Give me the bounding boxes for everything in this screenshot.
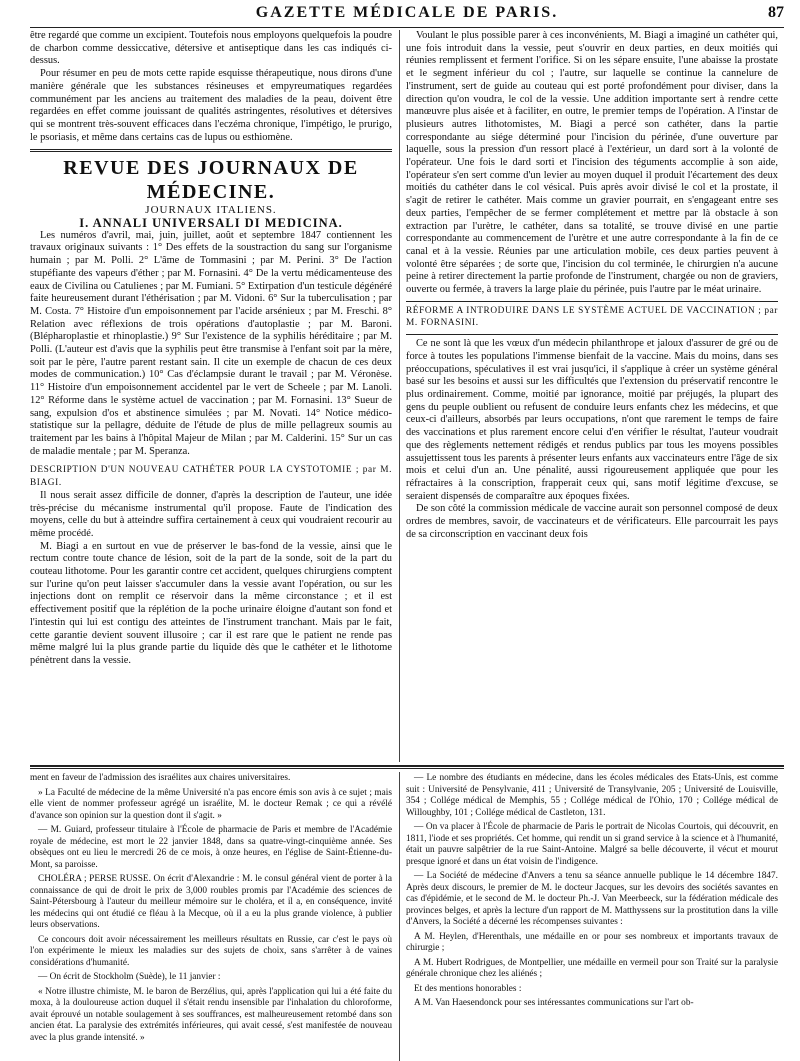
- page-number: 87: [768, 4, 784, 21]
- news-item: — Le nombre des étudiants en médecine, dans les écoles médicales des États-Unis, est comme suit : Université de Pensylvanie, 411 ; Université de Transylvanie, 205 ; Université de Louisville, 354 ; Collége médical de Memphis, 55 ; Collége médical de l'Ohio, 170 ; Collége médical de Willoughby, 101 ; Collége médical de Castleton, 131.: [406, 773, 778, 818]
- running-title: GAZETTE MÉDICALE DE PARIS.: [255, 4, 559, 21]
- news-item: — M. Guiard, professeur titulaire à l'École de pharmacie de Paris et membre de l'Académie royale de médecine, est mort le 22 janvier 1848, dans sa quatre-vingt-cinquième année. Ses obsèques ont eu lieu le mercredi 26 de ce mois, à onze heures, en l'église de Saint-Étienne-du-Mont, sa paroisse.: [30, 825, 392, 870]
- news-item: Et des mentions honorables :: [414, 983, 522, 994]
- header-rule: [30, 27, 784, 28]
- paragraph: Pour résumer en peu de mots cette rapide esquisse thérapeutique, nous dirons d'une manière générale que les substances résineuses et empyreumatiques regardées communément par les anciens au traitement des maladies de la peau, doivent être regardées en effet comme jouissant de qualités astringentes, résolutives et détersives qui se montrent très-souvent efficaces dans l'eczéma chronique, l'impétigo, le prurigo, le psoriasis, et même dans certains cas de lupus ou esthiomène.: [30, 68, 392, 143]
- news-item: « Notre illustre chimiste, M. le baron de Berzélius, qui, après l'application qui lui a été faite du moxa, à la douloureuse action duquel il s'était rendu insensible par l'inhalation du chloroforme, avait éprouvé un notable soulagement à ses souffrances, est malheureusement retombé dans son ancien état. La paralysie des extrémités inférieures, qui avait cessé, s'est manifestée de nouveau avec la plus grande intensité. »: [30, 986, 392, 1043]
- paragraph: Ce ne sont là que les vœux d'un médecin philanthrope et jaloux d'assurer de gré ou de force à toutes les populations l'immense bienfait de la vaccine. Mais du moins, dans ses préoccupations, spéculatives il est vrai jusqu'ici, il s'applique à créer un système général basé sur les besoins et aussi sur les difficultés que l'extension du préservatif rencontre le plus ordinairement. Comme, moitié par ignorance, moitié par préjugés, la plupart des gens du peuple oublient ou refusent de conduire leurs enfants chez les médecins, et que ceux-ci d'ailleurs, absorbés par leurs occupations, n'ont que rarement le temps de faire des vaccinations et plus rarement encore celui d'en vérifier le résultat, l'auteur voudrait que des règlements nettement rédigés et rendus publics par tous les moyens possibles assujettissent tous les parents à présenter leurs enfants aux vaccinateurs entre l'âge de six mois et celui d'un an. Une pénalité, aussi rigoureusement appliquée que pour les réfractaires à la conscription, frapperait ceux qui, sans motif légitime d'excuse, se seraient dispensés de comparaître aux époques fixées.: [406, 338, 778, 502]
- paragraph: M. Biagi a en surtout en vue de préserver le bas-fond de la vessie, ainsi que le rectum contre toute chance de lésion, soit de la part de la sonde, soit de la part du couteau lithotome. Pour les garantir contre cet accident, quelques chirurgiens comptent sur l'urine qu'on peut laisser s'accumuler dans la vessie avant l'opération, ou sur les injections dont on remplit ce réservoir dans la même circonstance ; et il est effectivement positif que la réplétion de la poche urinaire éloigne d'autant son fond et l'intestin qui lui est contigu des atteintes de l'instrument tranchant. Mais par le fait, cette garantie devient souvent illusoire ; car il est rare que le patient ne rende pas même malgré lui la plus grande partie du liquide dès que le cathéter et le lithotome pénètrent dans la vessie.: [30, 540, 392, 666]
- news-item: CHOLÉRA ; PERSE RUSSE. On écrit d'Alexandrie : M. le consul général vient de porter à la connaissance de qui de droit le prix de 3,000 roubles promis par l'Académie des sciences de Saint-Pétersbourg à l'auteur du meilleur mémoire sur le choléra, et il a, en conséquence, invité les médecins qui ont étudié ce fléau à la Mecque, où il a eu la plus grande violence, à publier leurs observations.: [30, 874, 392, 930]
- revue-title: REVUE DES JOURNAUX DE MÉDECINE.: [63, 157, 359, 204]
- right-column: [406, 30, 778, 762]
- section-divider: [30, 149, 392, 152]
- news-item: — La Société de médecine d'Anvers a tenu sa séance annuelle publique le 14 décembre 1847. Après deux discours, le premier de M. le docteur Jacques, sur les devoirs des sociétés savantes en cas d'épidémie, et le second de M. le docteur Ph.-J. Van Meerbeeck, sur la fédération médicale des provinces belges, et après la lecture d'un rapport de M. Matthyssens sur la prostitution dans la ville d'Anvers, la Société a décerné les récompenses suivantes :: [406, 871, 778, 927]
- page-header: [30, 4, 784, 26]
- paragraph: Il nous serait assez difficile de donner, d'après la description de l'auteur, une idée très-précise du mécanisme instrumental qu'il propose. Faute de l'indication des moyens, celle du but à atteindre suffira certainement à ceux qui voudraient recourir au même procédé.: [30, 489, 392, 539]
- news-item: A M. Hubert Rodrigues, de Montpellier, une médaille en vermeil pour son Traité sur la paralysie générale chronique chez les aliénés ;: [406, 957, 778, 979]
- news-left-column: [30, 773, 392, 1061]
- column-rule: [399, 30, 400, 762]
- paragraph: Les numéros d'avril, mai, juin, juillet, août et septembre 1847 contiennent les travaux originaux suivants : 1° Des effets de la soustraction du sang sur l'organisme humain ; par M. Polli. 2° L'âme de Tommasini ; par M. Perini. 3° De l'action stupéfiante des vapeurs d'éther ; par M. Fornasini. 4° De la vertu médicamenteuse des eaux de Civilina ou Catulienes ; par M. Fumiani. 5° Extirpation d'un testicule dégénéré faite heureusement durant l'éthérisation ; par M. Vidoni. 6° Sur la tuberculisation ; par M. Costa. 7° Histoire d'un empoisonnement par l'acide arsénieux ; par M. Freschi. 8° Relation avec réflexions de trois opérations d'autoplastie ; par M. Baroni. (Blépharoplastie et rhinoplastie.) 9° Sur l'existence de la syphilis héréditaire ; par M. Polli. (L'auteur est d'avis que la syphilis peut être transmise à l'enfant soit par la mère, soit par le père, l'autre parent restant sain. Il cite un exemple de chacun de ces deux modes de communication.) 10° Cas d'éclampsie durant le travail ; par M. Véronèse. 11° Histoire d'un empoisonnement accidentel par le vert de Scheele ; par M. Lanoli. 12° Réforme dans le système actuel de vaccination ; par M. Fornasini. 13° Sueur de sang, expulsion d'os et abstinence simulées ; par M. Novati. 14° Notice médico-statistique sur la pellagre, déduite de l'étude de plus de mille pellagreux soumis au traitement par les bains à l'hôpital Majeur de Milan ; par M. Calderini. 15° Sur un cas de maladie mentale ; par M. Speranza.: [30, 229, 392, 457]
- article-divider: [406, 301, 778, 302]
- article-heading: RÉFORME A INTRODUIRE DANS LE SYSTÈME ACTUEL DE VACCINATION ; par M. FORNASINI.: [406, 305, 778, 329]
- article-divider: [406, 334, 778, 335]
- news-item: ment en faveur de l'admission des israélites aux chaires universitaires.: [30, 773, 291, 783]
- section-rule: [30, 768, 784, 769]
- section-heading: I. ANNALI UNIVERSALI DI MEDICINA.: [79, 216, 343, 231]
- left-column: [30, 30, 392, 762]
- article-heading: DESCRIPTION D'UN NOUVEAU CATHÉTER POUR LA CYSTOTOMIE ; par M. BIAGI.: [30, 465, 392, 489]
- revue-subtitle: JOURNAUX ITALIENS.: [145, 204, 277, 217]
- news-item: — On va placer à l'École de pharmacie de Paris le portrait de Nicolas Courtois, qui découvrit, en 1811, l'iode et ses propriétés. Cet homme, qui rendit un si grand service à la science et à l'humanité, était un pauvre salpêtrier de la rue Saint-Antoine. Malgré sa belle découverte, il vécut et mourut presque ignoré et dans un état voisin de l'indigence.: [406, 822, 778, 867]
- news-right-column: [406, 773, 778, 1061]
- news-item: A M. Van Haesendonck pour ses intéressantes communications sur l'art ob-: [414, 998, 694, 1008]
- section-rule: [30, 765, 784, 767]
- news-item: » La Faculté de médecine de la même Université n'a pas encore émis son avis à ce sujet ; mais elle vient de nommer professeur agrégé un israélite, M. le docteur Remak ; ce qui a révélé d'avance son opinion sur la question dont il s'agit. »: [30, 787, 392, 821]
- news-item: Ce concours doit avoir nécessairement les meilleurs résultats en Russie, car c'est le pays où l'on expérimente le mieux les maladies sur des sujets de choix, sans s'arrêter à de vaines considérations d'humanité.: [30, 934, 392, 968]
- news-item: — On écrit de Stockholm (Suède), le 11 janvier :: [38, 972, 221, 982]
- paragraph: être regardé que comme un excipient. Toutefois nous employons quelquefois la poudre de charbon comme dessiccative, détersive et antiseptique dans les cas indiqués ci-dessus.: [30, 30, 392, 67]
- paragraph: Voulant le plus possible parer à ces inconvénients, M. Biagi a imaginé un cathéter qui, une fois introduit dans la vessie, peut s'ouvrir en deux parties, en deux moitiés qui réunies remplissent et ferment l'orifice. Si on les sépare ensuite, l'une abaisse la prostate et le segment inférieur du col ; l'autre, sur laquelle se continue la cannelure de l'instrument, sert de guide au couteau qui est porté profondément pour diviser, dans la direction qu'on voudra, le col de la vessie. Une addition importante sert à rendre cette manœuvre plus aisée et à faciliter, en outre, le premier temps de l'opération. A l'instar de plusieurs autres lithotomistes, M. Biagi a percé son cathéter, dans la partie correspondante au siége déterminé pour l'incision du périnée, d'une ouverture par laquelle, sous la pression d'un ressort placé à l'extérieur, un dard sort à la volonté de l'opérateur. Une fois le dard sorti et l'incision des téguments accomplie à son aide, l'opérateur s'en sert comme d'un levier au moyen duquel il produit l'écartement des deux moitiés du cathéter dans le col vésical. Puis après avoir divisé le col et la prostate, il s'agit de retirer le cathéter. Mais comme un gravier pourrait, en s'engageant entre ses deux parties, l'empêcher de se fermer complétement et mettre par là obstacle à son extraction par l'urètre, le cathéter, dans sa totalité, se trouve divisé en une partie correspondante au commencement de l'urètre et une autre correspondante à la fin de ce canal et à la vessie. Réunies par une articulation mobile, ces deux parties peuvent à volonté être séparées ; de sorte que, l'incision du col terminée, le chirurgien n'a aucune peine à retirer directement la partie profonde de l'instrument, chargée ou non de graviers, ouverte ou fermée, à travers la large plaie du périnée, puis l'autre par le méat urinaire.: [406, 30, 778, 296]
- column-rule: [399, 772, 400, 1061]
- paragraph: De son côté la commission médicale de vaccine aurait son personnel composé de deux ordres de membres, savoir, de vaccinateurs et de vérificateurs. Elle parcourrait les pays de sa circonscription en vaccinant deux fois: [406, 503, 778, 540]
- news-item: A M. Heylen, d'Herenthals, une médaille en or pour ses nombreux et importants travaux de chirurgie ;: [406, 931, 778, 953]
